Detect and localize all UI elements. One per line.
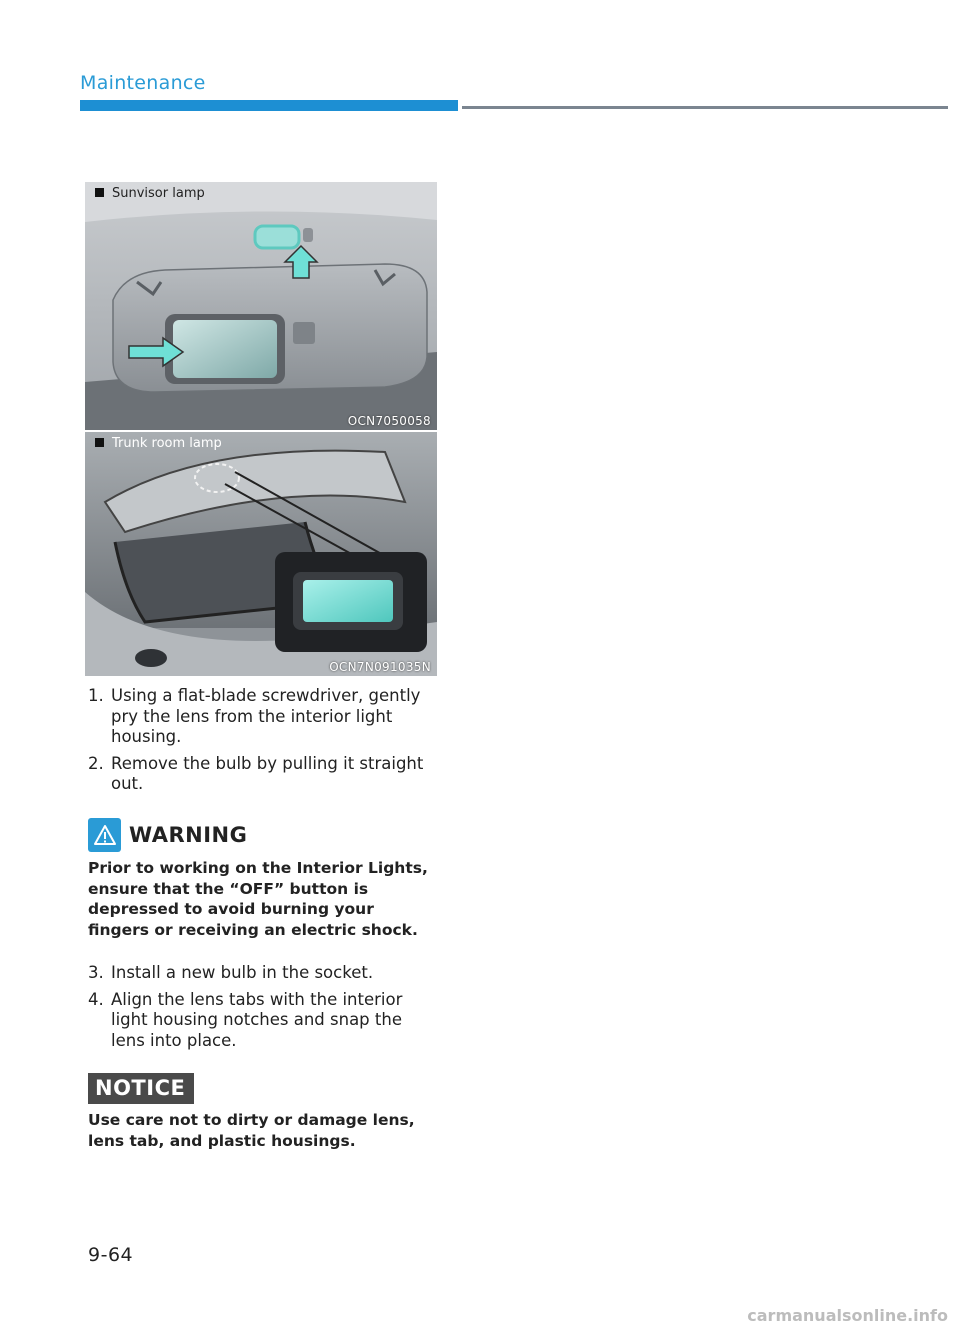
bullet-square-icon [95,438,104,447]
warning-triangle-icon [88,818,121,852]
figure-code: OCN7N091035N [329,660,431,674]
trunk-room-lamp-figure [85,432,437,676]
step-text: Align the lens tabs with the interior light housing notches and snap the lens into place. [111,989,403,1050]
step-item [88,963,440,984]
header-rule [462,106,948,109]
step-text: Using a flat-blade screwdriver, gently pry the lens from the interior light housing. [111,686,421,746]
bullet-square-icon [95,188,104,197]
figure-caption-text: Sunvisor lamp [112,186,205,201]
sunvisor-lamp-figure [85,182,437,430]
step-text: Install a new bulb in the socket. [111,963,374,982]
step-item [88,754,440,795]
header-accent-bar [80,100,458,111]
figure-caption [95,436,222,451]
step-number: 3. [88,963,104,982]
figure-caption-text: Trunk room lamp [112,436,222,451]
warning-text: Prior to working on the Interior Lights, ensure that the “OFF” button is depressed to avoid burning your fingers or receiving an electric shock. [88,859,428,939]
sunvisor-illustration [85,182,437,430]
trunk-illustration [85,432,437,676]
step-item [88,990,440,1052]
warning-title: WARNING [129,823,248,847]
section-title: Maintenance [80,72,206,94]
step-number: 1. [88,686,104,705]
figure-code: OCN7050058 [347,414,431,428]
page-number: 9-64 [88,1244,134,1266]
figure-caption [95,186,205,201]
steps-list-second [88,963,440,1057]
step-number: 2. [88,753,104,773]
notice-text: Use care not to dirty or damage lens, lens tab, and plastic housings. [88,1111,415,1150]
watermark: carmanualsonline.info [747,1306,948,1325]
notice-label: NOTICE [88,1073,194,1104]
step-text: Remove the bulb by pulling it straight out. [111,753,424,793]
step-item [88,686,440,748]
steps-list-first [88,686,440,801]
step-number: 4. [88,989,104,1009]
warning-header [88,818,247,852]
